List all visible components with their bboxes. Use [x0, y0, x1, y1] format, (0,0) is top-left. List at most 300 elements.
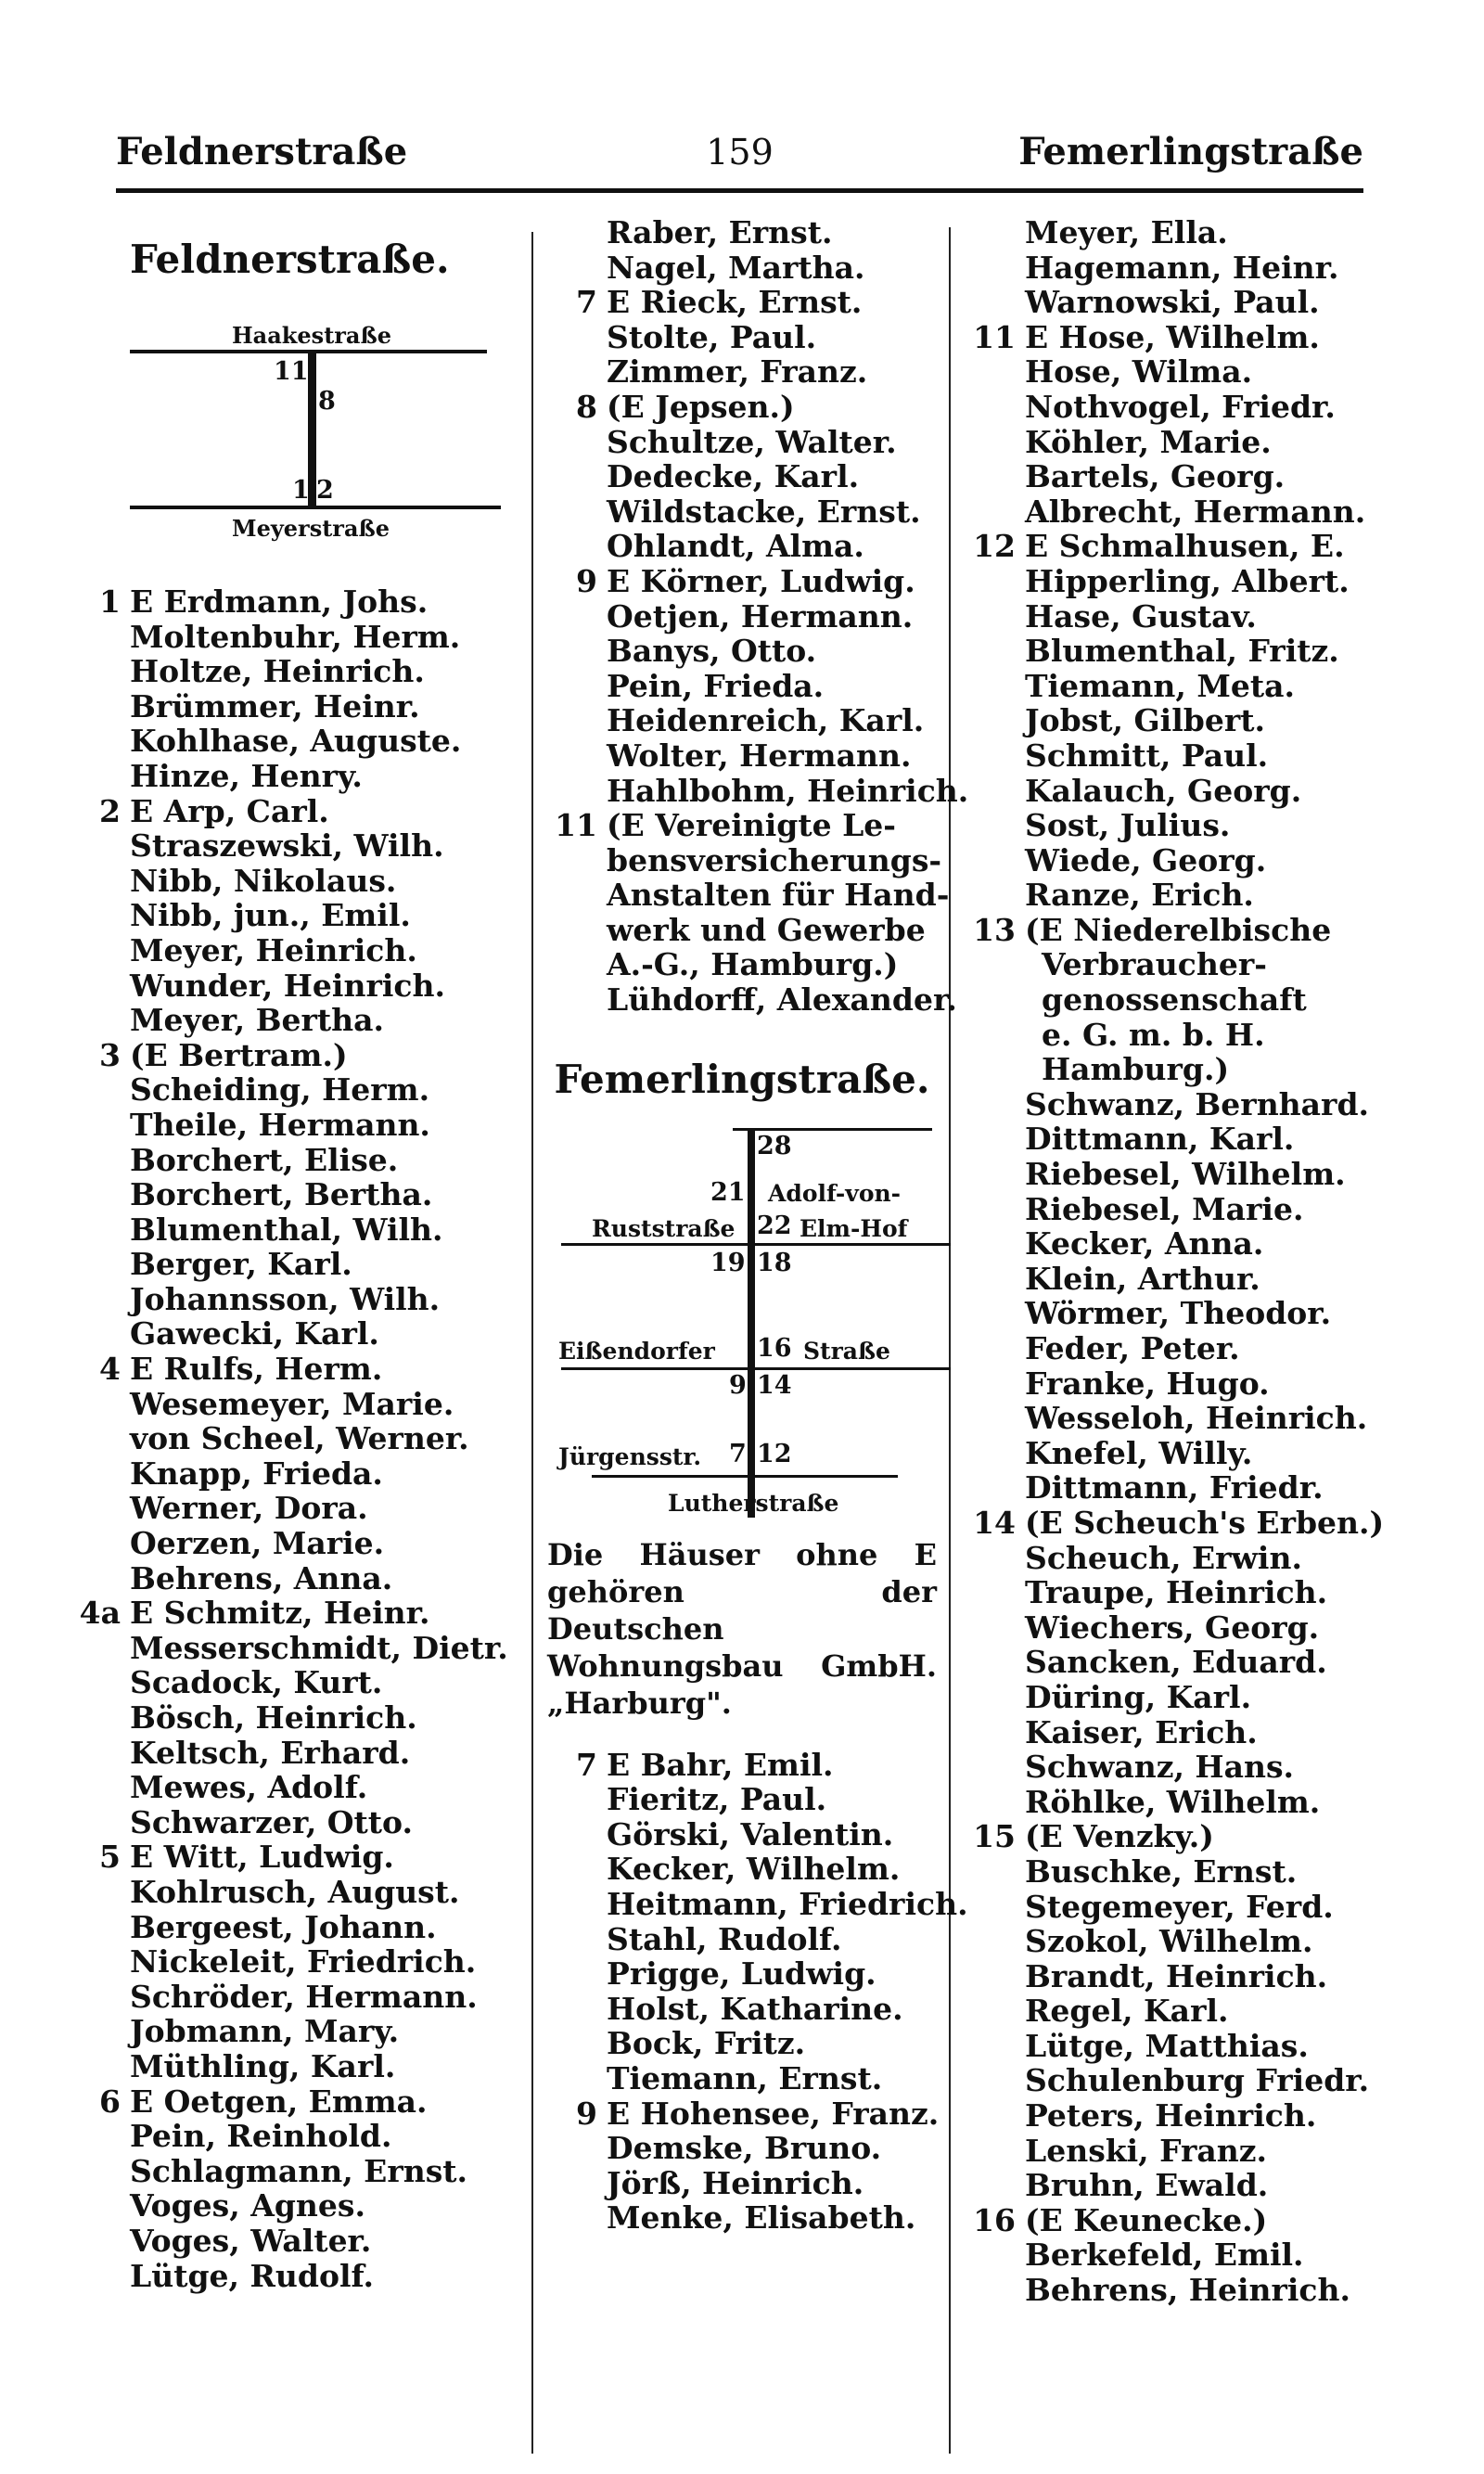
- diagram-num-19: 19: [710, 1248, 746, 1277]
- list-item: [130, 1177, 538, 1212]
- resident-name: (E Venzky.): [1025, 1818, 1214, 1855]
- resident-name: Schwanz, Hans.: [1025, 1749, 1295, 1786]
- diagram-bottom-street: Meyerstraße: [232, 515, 390, 542]
- resident-name: Regel, Karl.: [1025, 1993, 1229, 2030]
- diagram-top-street: Haakestraße: [232, 322, 391, 349]
- resident-name: Hipperling, Albert.: [1025, 562, 1350, 599]
- list-item: [1025, 425, 1377, 460]
- resident-name: E Hohensee, Franz.: [607, 2095, 940, 2132]
- list-item: [130, 724, 538, 759]
- list-item: [1025, 1959, 1377, 1994]
- list-item: [607, 354, 955, 390]
- resident-name: Hinze, Henry.: [130, 757, 363, 794]
- house-number: 6: [99, 2083, 121, 2120]
- list-item: [130, 2188, 538, 2224]
- resident-name: Düring, Karl.: [1025, 1678, 1252, 1715]
- house-number: 7: [576, 1746, 597, 1783]
- resident-name: Hagemann, Heinr.: [1025, 249, 1339, 286]
- resident-name: Holtze, Heinrich.: [130, 653, 425, 690]
- house-number: 16: [973, 2201, 1016, 2238]
- resident-name: Scheiding, Herm.: [130, 1071, 430, 1109]
- resident-name: werk und Gewerbe: [607, 911, 926, 948]
- resident-name: Moltenbuhr, Herm.: [130, 618, 461, 655]
- house-number: 2: [99, 792, 121, 829]
- resident-name: Hase, Gustav.: [1025, 597, 1257, 635]
- resident-name: Dedecke, Karl.: [607, 458, 860, 495]
- list-item: [607, 982, 955, 1018]
- list-item: [1025, 1854, 1377, 1890]
- list-item: [130, 898, 538, 933]
- resident-name: Bergeest, Johann.: [130, 1908, 437, 1945]
- diagram-num-8: 8: [318, 387, 336, 416]
- list-item: [130, 1456, 538, 1492]
- list-item: [607, 320, 955, 355]
- list-item: [607, 1852, 955, 1887]
- resident-name: Tiemann, Meta.: [1025, 667, 1295, 704]
- list-item: [607, 529, 955, 564]
- list-item: [130, 1108, 538, 1143]
- resident-name: Ohlandt, Alma.: [607, 528, 864, 565]
- resident-name: Prigge, Ludwig.: [607, 1955, 876, 1993]
- diagram-num-12: 12: [757, 1439, 792, 1468]
- list-item: [130, 1910, 538, 1945]
- resident-name: Schlagmann, Ernst.: [130, 2152, 468, 2189]
- list-item: [1025, 1226, 1377, 1262]
- house-number: 1: [99, 583, 121, 620]
- list-item: [130, 828, 538, 864]
- house-number: 12: [973, 528, 1016, 565]
- list-item: [607, 2026, 955, 2061]
- list-item: [1025, 285, 1377, 320]
- list-item: [1025, 1680, 1377, 1715]
- resident-name: Brandt, Heinrich.: [1025, 1957, 1328, 1994]
- list-item: [130, 2224, 538, 2259]
- list-item: [130, 1561, 538, 1596]
- resident-name: Müthling, Karl.: [130, 2047, 396, 2084]
- list-item: [607, 703, 955, 738]
- list-item: [1025, 1401, 1377, 1436]
- diagram-num-16: 16: [757, 1333, 792, 1363]
- list-item: [130, 1247, 538, 1282]
- resident-name: (E Jepsen.): [607, 388, 795, 425]
- resident-name: Dittmann, Karl.: [1025, 1121, 1295, 1158]
- list-item: [1025, 982, 1377, 1018]
- list-item: [1025, 703, 1377, 738]
- resident-name: Wildstacke, Ernst.: [607, 493, 921, 530]
- resident-name: Wolter, Hermann.: [607, 737, 912, 774]
- list-item: [607, 425, 955, 460]
- list-item: [1025, 2168, 1377, 2203]
- resident-name: Wesseloh, Heinrich.: [1025, 1400, 1368, 1437]
- diagram-num-7: 7: [729, 1439, 747, 1468]
- house-number: 9: [576, 2095, 597, 2132]
- resident-name: Lütge, Matthias.: [1025, 2027, 1309, 2064]
- resident-name: Verbraucher-: [1042, 946, 1267, 983]
- list-item: [1025, 2134, 1377, 2169]
- list-item: [99, 1351, 538, 1388]
- street-diagram-femerlingstrasse: [547, 1119, 955, 1536]
- list-item: [607, 669, 955, 704]
- resident-name: Holst, Katharine.: [607, 1990, 903, 2027]
- list-item: [1025, 494, 1377, 530]
- resident-name: Demske, Bruno.: [607, 2130, 882, 2167]
- resident-name: Knefel, Willy.: [1025, 1434, 1253, 1471]
- diagram-num-11: 11: [274, 357, 309, 386]
- resident-name: Bartels, Georg.: [1025, 458, 1286, 495]
- diagram-bottom-line: [592, 1475, 898, 1478]
- resident-name: E Körner, Ludwig.: [607, 562, 915, 599]
- diagram-juergensstr: Jürgensstr.: [558, 1442, 702, 1470]
- resident-name: Kalauch, Georg.: [1025, 772, 1302, 809]
- resident-name: Werner, Dora.: [130, 1490, 368, 1527]
- list-item: [130, 620, 538, 655]
- resident-name: Mewes, Adolf.: [130, 1769, 368, 1806]
- list-item: [1025, 2237, 1377, 2273]
- list-item: [1025, 2098, 1377, 2134]
- list-item: [130, 1980, 538, 2015]
- resident-name: Warnowski, Paul.: [1025, 284, 1320, 321]
- resident-name: Heitmann, Friedrich.: [607, 1886, 968, 1923]
- diagram-num-9: 9: [729, 1370, 747, 1400]
- resident-name: E Arp, Carl.: [130, 792, 329, 829]
- resident-name: Wunder, Heinrich.: [130, 967, 445, 1004]
- diagram-num-2: 2: [316, 476, 334, 505]
- street-title-femerlingstrasse: Femerlingstraße.: [554, 1056, 930, 1102]
- list-item: [99, 2083, 538, 2120]
- entry-list-femerlingstrasse: [576, 1746, 968, 2237]
- resident-name: Nickeleit, Friedrich.: [130, 1943, 477, 1980]
- resident-name: Nibb, Nikolaus.: [130, 862, 397, 899]
- resident-name: Messerschmidt, Dietr.: [130, 1629, 508, 1666]
- list-item: [607, 843, 955, 878]
- list-item: [130, 1736, 538, 1771]
- list-item: [130, 1875, 538, 1910]
- list-item: [130, 689, 538, 724]
- house-number: 14: [973, 1504, 1016, 1541]
- resident-name: Gawecki, Karl.: [130, 1315, 379, 1352]
- resident-name: Hamburg.): [1042, 1051, 1230, 1088]
- list-item: [555, 807, 955, 844]
- list-item: [130, 2119, 538, 2154]
- resident-name: Albrecht, Hermann.: [1025, 493, 1366, 530]
- resident-name: Schmitt, Paul.: [1025, 737, 1269, 774]
- resident-name: Meyer, Heinrich.: [130, 931, 417, 968]
- resident-name: Meyer, Bertha.: [130, 1002, 385, 1039]
- resident-name: Voges, Agnes.: [130, 2187, 365, 2224]
- list-item: [1025, 599, 1377, 635]
- list-item: [1025, 1331, 1377, 1366]
- list-item: [130, 1944, 538, 1980]
- resident-name: Behrens, Heinrich.: [1025, 2272, 1351, 2309]
- resident-name: Wesemeyer, Marie.: [130, 1385, 454, 1422]
- list-item: [1025, 1470, 1377, 1506]
- list-item: [1025, 774, 1377, 809]
- list-item: [576, 388, 955, 425]
- resident-name: Schultze, Walter.: [607, 423, 897, 460]
- list-item: [1025, 1122, 1377, 1157]
- entry-list-femerlingstrasse-cont: [973, 214, 1385, 2309]
- resident-name: Scheuch, Erwin.: [1025, 1539, 1302, 1576]
- list-item: [1025, 1157, 1377, 1192]
- diagram-strasse: Straße: [803, 1337, 890, 1365]
- diagram-vertical-line: [748, 1128, 755, 1518]
- list-item: [99, 1036, 538, 1073]
- resident-name: Jörß, Heinrich.: [607, 2164, 864, 2201]
- resident-name: Jobmann, Mary.: [130, 2013, 400, 2050]
- list-item: [973, 528, 1377, 565]
- header-right-street: Femerlingstraße: [1018, 130, 1363, 173]
- resident-name: (E Niederelbische: [1025, 911, 1332, 948]
- resident-name: Franke, Hugo.: [1025, 1365, 1270, 1402]
- resident-name: (E Keunecke.): [1025, 2201, 1268, 2238]
- list-item: [130, 1212, 538, 1248]
- list-item: [79, 1595, 538, 1632]
- list-item: [607, 913, 955, 948]
- column-3: [960, 214, 1385, 2309]
- resident-name: Blumenthal, Fritz.: [1025, 633, 1339, 670]
- resident-name: E Erdmann, Johs.: [130, 583, 429, 620]
- resident-name: E Rieck, Ernst.: [607, 284, 863, 321]
- list-item: [1025, 1366, 1377, 1402]
- list-item: [1025, 1575, 1377, 1610]
- list-item: [973, 1504, 1385, 1541]
- resident-name: Szokol, Wilhelm.: [1025, 1923, 1313, 1960]
- resident-name: Voges, Walter.: [130, 2222, 372, 2259]
- house-number: 5: [99, 1839, 121, 1876]
- ownership-note: Die Häuser ohne E gehören der Deutschen Wohnungsbau GmbH. „Harburg".: [547, 1536, 937, 1721]
- list-item: [130, 1491, 538, 1526]
- resident-name: Schröder, Hermann.: [130, 1978, 478, 2015]
- house-number: 3: [99, 1036, 121, 1073]
- list-item: [130, 1003, 538, 1038]
- resident-name: Hahlbohm, Heinrich.: [607, 772, 969, 809]
- resident-name: Stahl, Rudolf.: [607, 1920, 842, 1957]
- resident-name: A.-G., Hamburg.): [607, 946, 899, 983]
- page-header: [116, 130, 1363, 186]
- resident-name: Scadock, Kurt.: [130, 1664, 383, 1701]
- list-item: [973, 318, 1377, 355]
- resident-name: Knapp, Frieda.: [130, 1455, 383, 1492]
- entry-list-feldnerstrasse-cont: [555, 214, 969, 1019]
- resident-name: Berger, Karl.: [130, 1246, 352, 1283]
- resident-name: E Schmalhusen, E.: [1025, 528, 1345, 565]
- list-item: [130, 2049, 538, 2084]
- resident-name: Wiechers, Georg.: [1025, 1609, 1320, 1646]
- list-item: [607, 738, 955, 774]
- column-1: [79, 237, 538, 2294]
- list-item: [1025, 1541, 1377, 1576]
- resident-name: Raber, Ernst.: [607, 214, 833, 250]
- list-item: [607, 1886, 968, 1923]
- diagram-eissendorfer: Eißendorfer: [558, 1337, 715, 1365]
- list-item: [130, 759, 538, 794]
- list-item: [576, 284, 955, 321]
- list-item: [973, 1818, 1377, 1855]
- resident-name: Kecker, Wilhelm.: [607, 1851, 901, 1888]
- column-2: [547, 214, 969, 2237]
- list-item: [130, 2014, 538, 2049]
- list-item: [130, 1665, 538, 1700]
- list-item: [1025, 1715, 1377, 1750]
- list-item: [1025, 354, 1377, 390]
- list-item: [576, 2095, 955, 2132]
- diagram-middle-line-1: [561, 1243, 951, 1246]
- list-item: [1025, 634, 1377, 669]
- list-item: [130, 1770, 538, 1805]
- diagram-bottom-line: [130, 506, 501, 509]
- list-item: [130, 1631, 538, 1666]
- resident-name: Kohlhase, Auguste.: [130, 723, 462, 760]
- list-item: [1025, 738, 1377, 774]
- list-item: [607, 1922, 955, 1957]
- diagram-elmhof: Elm-Hof: [800, 1214, 908, 1242]
- diagram-num-18: 18: [757, 1248, 792, 1277]
- resident-name: Stegemeyer, Ferd.: [1025, 1888, 1334, 1925]
- resident-name: Ranze, Erich.: [1025, 877, 1254, 914]
- diagram-adolf: Adolf-von-: [768, 1179, 902, 1207]
- list-item: [1025, 1436, 1377, 1471]
- resident-name: (E Bertram.): [130, 1036, 348, 1073]
- list-item: [1025, 1296, 1377, 1331]
- house-number: 11: [555, 807, 597, 844]
- resident-name: Kaiser, Erich.: [1025, 1713, 1258, 1750]
- street-diagram-feldnerstrasse: [130, 324, 538, 560]
- list-item: [973, 2201, 1377, 2238]
- resident-name: Schwanz, Bernhard.: [1025, 1085, 1370, 1122]
- list-item: [1025, 808, 1377, 843]
- list-item: [99, 792, 538, 829]
- resident-name: Röhlke, Wilhelm.: [1025, 1783, 1321, 1820]
- list-item: [130, 1526, 538, 1561]
- diagram-num-28: 28: [757, 1131, 792, 1160]
- entry-list-feldnerstrasse: [79, 583, 538, 2294]
- list-item: [1025, 1192, 1377, 1227]
- list-item: [607, 599, 955, 635]
- resident-name: Sancken, Eduard.: [1025, 1644, 1327, 1681]
- list-item: [1025, 2063, 1377, 2098]
- resident-name: Wörmer, Theodor.: [1025, 1295, 1332, 1332]
- resident-name: Görski, Valentin.: [607, 1815, 894, 1852]
- list-item: [1025, 1924, 1377, 1959]
- resident-name: Nibb, jun., Emil.: [130, 897, 411, 934]
- list-item: [1025, 2029, 1377, 2064]
- header-rule: [116, 188, 1363, 193]
- list-item: [1025, 250, 1377, 286]
- diagram-ruststrasse: Ruststraße: [592, 1214, 736, 1242]
- list-item: [1025, 564, 1377, 599]
- list-item: [130, 1421, 538, 1456]
- resident-name: Oetjen, Hermann.: [607, 597, 914, 635]
- resident-name: Oerzen, Marie.: [130, 1525, 385, 1562]
- resident-name: von Scheel, Werner.: [130, 1420, 469, 1457]
- resident-name: E Schmitz, Heinr.: [130, 1595, 430, 1632]
- list-item: [607, 1782, 955, 1817]
- resident-name: Meyer, Ella.: [1025, 214, 1228, 250]
- resident-name: Lühdorff, Alexander.: [607, 981, 957, 1019]
- resident-name: Dittmann, Friedr.: [1025, 1469, 1324, 1506]
- list-item: [130, 864, 538, 899]
- diagram-num-1: 1: [292, 476, 310, 505]
- list-item: [1025, 1610, 1377, 1646]
- resident-name: E Oetgen, Emma.: [130, 2083, 428, 2120]
- street-title-feldnerstrasse: Feldnerstraße.: [130, 237, 450, 282]
- resident-name: Riebesel, Wilhelm.: [1025, 1156, 1346, 1193]
- list-item: [607, 2061, 955, 2096]
- resident-name: E Bahr, Emil.: [607, 1746, 834, 1783]
- resident-name: genossenschaft: [1042, 981, 1307, 1019]
- resident-name: Johannsson, Wilh.: [130, 1280, 441, 1317]
- resident-name: (E Vereinigte Le-: [607, 807, 896, 844]
- list-item: [130, 1700, 538, 1736]
- resident-name: Bruhn, Ewald.: [1025, 2167, 1269, 2204]
- resident-name: Stolte, Paul.: [607, 318, 817, 355]
- list-item: [1025, 2273, 1377, 2308]
- list-item: [130, 1387, 538, 1422]
- resident-name: Theile, Hermann.: [130, 1106, 430, 1143]
- list-item: [973, 911, 1377, 948]
- list-item: [607, 2166, 955, 2201]
- resident-name: Peters, Heinrich.: [1025, 2097, 1317, 2134]
- list-item: [1025, 843, 1377, 878]
- resident-name: Schwarzer, Otto.: [130, 1803, 413, 1840]
- diagram-num-22: 22: [757, 1211, 792, 1240]
- resident-name: Blumenthal, Wilh.: [130, 1211, 443, 1248]
- resident-name: Traupe, Heinrich.: [1025, 1574, 1328, 1611]
- list-item: [130, 1282, 538, 1317]
- house-number: 7: [576, 284, 597, 321]
- list-item: [1025, 1785, 1377, 1820]
- resident-name: Feder, Peter.: [1025, 1330, 1240, 1366]
- resident-name: Wiede, Georg.: [1025, 841, 1267, 878]
- resident-name: E Witt, Ludwig.: [130, 1839, 394, 1876]
- list-item: [1025, 215, 1377, 250]
- diagram-middle-line-2: [561, 1367, 951, 1370]
- diagram-num-21: 21: [710, 1177, 746, 1207]
- house-number: 13: [973, 911, 1016, 948]
- list-item: [1025, 390, 1377, 425]
- resident-name: e. G. m. b. H.: [1042, 1016, 1265, 1053]
- list-item: [607, 878, 955, 913]
- house-number: 4a: [79, 1595, 121, 1632]
- resident-name: Jobst, Gilbert.: [1025, 702, 1265, 739]
- list-item: [1025, 669, 1377, 704]
- list-item: [607, 1817, 955, 1852]
- list-item: [1025, 1993, 1377, 2029]
- list-item: [576, 562, 955, 599]
- resident-name: Kecker, Anna.: [1025, 1225, 1264, 1263]
- resident-name: Lütge, Rudolf.: [130, 2257, 375, 2294]
- list-item: [1025, 1052, 1377, 1087]
- list-item: [607, 947, 955, 982]
- house-number: 9: [576, 562, 597, 599]
- list-item: [99, 583, 538, 620]
- resident-name: Kohlrusch, August.: [130, 1873, 460, 1910]
- list-item: [130, 654, 538, 689]
- list-item: [130, 1316, 538, 1352]
- resident-name: E Hose, Wilhelm.: [1025, 318, 1320, 355]
- list-item: [1025, 1262, 1377, 1297]
- resident-name: Pein, Reinhold.: [130, 2118, 392, 2155]
- list-item: [130, 2259, 538, 2294]
- house-number: 11: [973, 318, 1016, 355]
- house-number: 8: [576, 388, 597, 425]
- resident-name: Borchert, Elise.: [130, 1141, 399, 1178]
- list-item: [130, 933, 538, 968]
- resident-name: Bock, Fritz.: [607, 2025, 806, 2062]
- resident-name: E Rulfs, Herm.: [130, 1351, 383, 1388]
- list-item: [99, 1839, 538, 1876]
- resident-name: bensversicherungs-: [607, 841, 942, 878]
